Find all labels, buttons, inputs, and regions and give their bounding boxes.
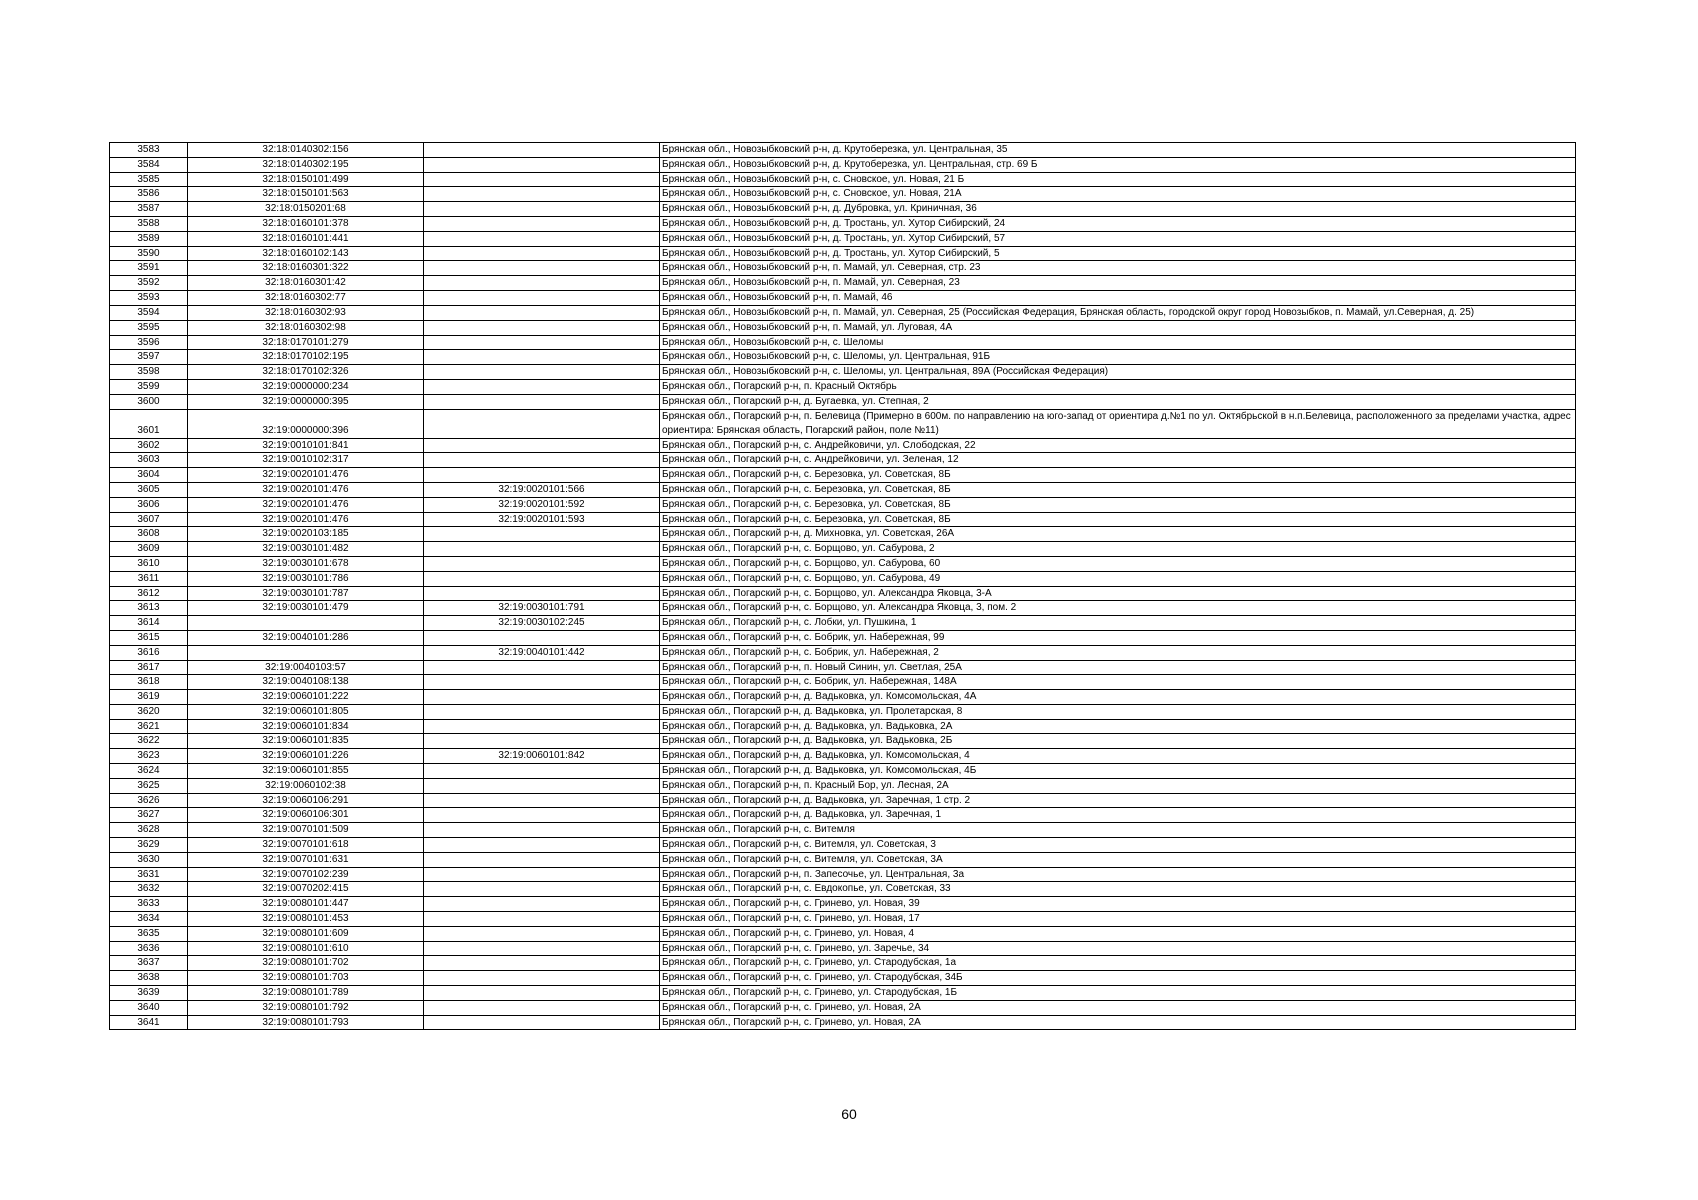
row-number-cell: 3593 bbox=[110, 290, 188, 305]
row-number-cell: 3584 bbox=[110, 157, 188, 172]
cadastral-number-cell: 32:19:0030101:787 bbox=[188, 586, 424, 601]
address-cell: Брянская обл., Погарский р-н, с. Гринево, ул. Новая, 4 bbox=[660, 926, 1576, 941]
address-cell: Брянская обл., Погарский р-н, д. Вадьковка, ул. Комсомольская, 4 bbox=[660, 749, 1576, 764]
table-row bbox=[110, 660, 1576, 675]
address-cell: Брянская обл., Погарский р-н, д. Вадьковка, ул. Комсомольская, 4А bbox=[660, 690, 1576, 705]
related-cadastral-number-cell bbox=[424, 764, 660, 779]
cadastral-number-cell: 32:19:0070101:631 bbox=[188, 852, 424, 867]
row-number-cell: 3590 bbox=[110, 246, 188, 261]
table-row bbox=[110, 453, 1576, 468]
cadastral-number-cell: 32:18:0140302:156 bbox=[188, 143, 424, 158]
address-cell: Брянская обл., Погарский р-н, д. Вадьковка, ул. Пролетарская, 8 bbox=[660, 704, 1576, 719]
table-row bbox=[110, 335, 1576, 350]
table-row bbox=[110, 1015, 1576, 1030]
cadastral-number-cell: 32:19:0060101:222 bbox=[188, 690, 424, 705]
address-cell: Брянская обл., Погарский р-н, с. Бобрик, ул. Набережная, 148А bbox=[660, 675, 1576, 690]
related-cadastral-number-cell bbox=[424, 231, 660, 246]
table-row bbox=[110, 202, 1576, 217]
row-number-cell: 3607 bbox=[110, 512, 188, 527]
row-number-cell: 3598 bbox=[110, 365, 188, 380]
row-number-cell: 3589 bbox=[110, 231, 188, 246]
row-number-cell: 3595 bbox=[110, 320, 188, 335]
related-cadastral-number-cell bbox=[424, 1015, 660, 1030]
table-row bbox=[110, 986, 1576, 1001]
address-cell: Брянская обл., Погарский р-н, с. Борщово, ул. Александра Яковца, 3-А bbox=[660, 586, 1576, 601]
cadastral-number-cell: 32:18:0150201:68 bbox=[188, 202, 424, 217]
cadastral-number-cell: 32:19:0070202:415 bbox=[188, 882, 424, 897]
table-row bbox=[110, 601, 1576, 616]
cadastral-number-cell: 32:19:0040103:57 bbox=[188, 660, 424, 675]
address-cell: Брянская обл., Погарский р-н, п. Новый Синин, ул. Светлая, 25А bbox=[660, 660, 1576, 675]
row-number-cell: 3627 bbox=[110, 808, 188, 823]
related-cadastral-number-cell bbox=[424, 882, 660, 897]
cadastral-number-cell: 32:18:0170102:326 bbox=[188, 365, 424, 380]
address-cell: Брянская обл., Погарский р-н, с. Гринево, ул. Заречье, 34 bbox=[660, 941, 1576, 956]
cadastral-number-cell: 32:19:0020101:476 bbox=[188, 468, 424, 483]
table-row bbox=[110, 764, 1576, 779]
address-cell: Брянская обл., Новозыбковский р-н, с. Сновское, ул. Новая, 21 Б bbox=[660, 172, 1576, 187]
related-cadastral-number-cell bbox=[424, 971, 660, 986]
table-row bbox=[110, 778, 1576, 793]
table-row bbox=[110, 497, 1576, 512]
cadastral-number-cell: 32:19:0060102:38 bbox=[188, 778, 424, 793]
related-cadastral-number-cell bbox=[424, 157, 660, 172]
address-cell: Брянская обл., Новозыбковский р-н, д. Крутоберезка, ул. Центральная, 35 bbox=[660, 143, 1576, 158]
row-number-cell: 3632 bbox=[110, 882, 188, 897]
address-cell: Брянская обл., Новозыбковский р-н, с. Шеломы bbox=[660, 335, 1576, 350]
row-number-cell: 3592 bbox=[110, 276, 188, 291]
related-cadastral-number-cell bbox=[424, 453, 660, 468]
cadastral-number-cell: 32:18:0160302:98 bbox=[188, 320, 424, 335]
cadastral-number-cell: 32:18:0160301:42 bbox=[188, 276, 424, 291]
related-cadastral-number-cell bbox=[424, 216, 660, 231]
cadastral-number-cell: 32:19:0060101:835 bbox=[188, 734, 424, 749]
address-cell: Брянская обл., Новозыбковский р-н, д. Тростань, ул. Хутор Сибирский, 57 bbox=[660, 231, 1576, 246]
table-row bbox=[110, 675, 1576, 690]
address-cell: Брянская обл., Погарский р-н, д. Вадьковка, ул. Вадьковка, 2Б bbox=[660, 734, 1576, 749]
row-number-cell: 3608 bbox=[110, 527, 188, 542]
related-cadastral-number-cell bbox=[424, 897, 660, 912]
table-row bbox=[110, 616, 1576, 631]
address-cell: Брянская обл., Погарский р-н, с. Борщово, ул. Сабурова, 49 bbox=[660, 571, 1576, 586]
table-row bbox=[110, 231, 1576, 246]
row-number-cell: 3609 bbox=[110, 542, 188, 557]
table-row bbox=[110, 276, 1576, 291]
address-cell: Брянская обл., Погарский р-н, с. Борщово, ул. Сабурова, 60 bbox=[660, 556, 1576, 571]
related-cadastral-number-cell bbox=[424, 690, 660, 705]
address-cell: Брянская обл., Погарский р-н, с. Березовка, ул. Советская, 8Б bbox=[660, 468, 1576, 483]
row-number-cell: 3622 bbox=[110, 734, 188, 749]
related-cadastral-number-cell bbox=[424, 379, 660, 394]
address-cell: Брянская обл., Новозыбковский р-н, п. Мамай, ул. Северная, 25 (Российская Федерация, Брянская область, городской округ город Новозыбков, п. Мамай, ул.Северная, д. 25) bbox=[660, 305, 1576, 320]
table-row bbox=[110, 216, 1576, 231]
table-row bbox=[110, 305, 1576, 320]
address-cell: Брянская обл., Новозыбковский р-н, с. Шеломы, ул. Центральная, 89А (Российская Федерация) bbox=[660, 365, 1576, 380]
row-number-cell: 3606 bbox=[110, 497, 188, 512]
address-cell: Брянская обл., Погарский р-н, с. Бобрик, ул. Набережная, 2 bbox=[660, 645, 1576, 660]
row-number-cell: 3586 bbox=[110, 187, 188, 202]
address-cell: Брянская обл., Погарский р-н, с. Гринево, ул. Стародубская, 34Б bbox=[660, 971, 1576, 986]
table-row bbox=[110, 365, 1576, 380]
related-cadastral-number-cell bbox=[424, 675, 660, 690]
row-number-cell: 3639 bbox=[110, 986, 188, 1001]
table-row bbox=[110, 971, 1576, 986]
address-cell: Брянская обл., Погарский р-н, д. Вадьковка, ул. Заречная, 1 bbox=[660, 808, 1576, 823]
table-row bbox=[110, 926, 1576, 941]
related-cadastral-number-cell: 32:19:0020101:566 bbox=[424, 482, 660, 497]
related-cadastral-number-cell bbox=[424, 926, 660, 941]
cadastral-number-cell: 32:18:0160101:378 bbox=[188, 216, 424, 231]
address-cell: Брянская обл., Новозыбковский р-н, с. Сновское, ул. Новая, 21А bbox=[660, 187, 1576, 202]
table-row bbox=[110, 734, 1576, 749]
table-row bbox=[110, 912, 1576, 927]
address-cell: Брянская обл., Погарский р-н, с. Березовка, ул. Советская, 8Б bbox=[660, 482, 1576, 497]
row-number-cell: 3612 bbox=[110, 586, 188, 601]
address-cell: Брянская обл., Погарский р-н, с. Борщово, ул. Александра Яковца, 3, пом. 2 bbox=[660, 601, 1576, 616]
address-cell: Брянская обл., Погарский р-н, д. Вадьковка, ул. Вадьковка, 2А bbox=[660, 719, 1576, 734]
cadastral-number-cell: 32:19:0080101:793 bbox=[188, 1015, 424, 1030]
property-table bbox=[109, 142, 1576, 1030]
cadastral-number-cell: 32:18:0170101:279 bbox=[188, 335, 424, 350]
related-cadastral-number-cell bbox=[424, 956, 660, 971]
related-cadastral-number-cell bbox=[424, 246, 660, 261]
address-cell: Брянская обл., Погарский р-н, с. Гринево, ул. Новая, 2А bbox=[660, 1000, 1576, 1015]
row-number-cell: 3605 bbox=[110, 482, 188, 497]
table-row bbox=[110, 645, 1576, 660]
row-number-cell: 3614 bbox=[110, 616, 188, 631]
row-number-cell: 3623 bbox=[110, 749, 188, 764]
address-cell: Брянская обл., Погарский р-н, п. Красный Октябрь bbox=[660, 379, 1576, 394]
row-number-cell: 3610 bbox=[110, 556, 188, 571]
table-row bbox=[110, 246, 1576, 261]
related-cadastral-number-cell bbox=[424, 335, 660, 350]
row-number-cell: 3616 bbox=[110, 645, 188, 660]
row-number-cell: 3628 bbox=[110, 823, 188, 838]
cadastral-number-cell: 32:18:0150101:499 bbox=[188, 172, 424, 187]
cadastral-number-cell: 32:19:0070101:509 bbox=[188, 823, 424, 838]
cadastral-number-cell: 32:19:0080101:610 bbox=[188, 941, 424, 956]
cadastral-number-cell bbox=[188, 645, 424, 660]
cadastral-number-cell: 32:19:0000000:234 bbox=[188, 379, 424, 394]
cadastral-number-cell: 32:19:0000000:396 bbox=[188, 409, 424, 438]
related-cadastral-number-cell bbox=[424, 350, 660, 365]
table-row bbox=[110, 320, 1576, 335]
cadastral-number-cell: 32:19:0080101:792 bbox=[188, 1000, 424, 1015]
related-cadastral-number-cell bbox=[424, 172, 660, 187]
table-row bbox=[110, 838, 1576, 853]
related-cadastral-number-cell bbox=[424, 986, 660, 1001]
related-cadastral-number-cell bbox=[424, 1000, 660, 1015]
cadastral-number-cell: 32:19:0010101:841 bbox=[188, 438, 424, 453]
related-cadastral-number-cell bbox=[424, 704, 660, 719]
cadastral-number-cell: 32:19:0030101:678 bbox=[188, 556, 424, 571]
address-cell: Брянская обл., Погарский р-н, с. Витемля bbox=[660, 823, 1576, 838]
related-cadastral-number-cell bbox=[424, 468, 660, 483]
cadastral-number-cell: 32:19:0080101:447 bbox=[188, 897, 424, 912]
table-row bbox=[110, 290, 1576, 305]
table-row bbox=[110, 409, 1576, 438]
row-number-cell: 3594 bbox=[110, 305, 188, 320]
row-number-cell: 3587 bbox=[110, 202, 188, 217]
cadastral-number-cell: 32:19:0080101:789 bbox=[188, 986, 424, 1001]
cadastral-number-cell: 32:19:0040108:138 bbox=[188, 675, 424, 690]
address-cell: Брянская обл., Погарский р-н, д. Вадьковка, ул. Заречная, 1 стр. 2 bbox=[660, 793, 1576, 808]
table-row bbox=[110, 749, 1576, 764]
row-number-cell: 3601 bbox=[110, 409, 188, 438]
related-cadastral-number-cell bbox=[424, 365, 660, 380]
cadastral-number-cell: 32:19:0060106:291 bbox=[188, 793, 424, 808]
cadastral-number-cell: 32:18:0160302:77 bbox=[188, 290, 424, 305]
cadastral-number-cell: 32:19:0020101:476 bbox=[188, 482, 424, 497]
related-cadastral-number-cell bbox=[424, 586, 660, 601]
table-row bbox=[110, 719, 1576, 734]
related-cadastral-number-cell bbox=[424, 143, 660, 158]
row-number-cell: 3621 bbox=[110, 719, 188, 734]
address-cell: Брянская обл., Погарский р-н, п. Красный Бор, ул. Лесная, 2А bbox=[660, 778, 1576, 793]
table-row bbox=[110, 956, 1576, 971]
cadastral-number-cell: 32:19:0030101:786 bbox=[188, 571, 424, 586]
related-cadastral-number-cell bbox=[424, 438, 660, 453]
cadastral-number-cell: 32:19:0000000:395 bbox=[188, 394, 424, 409]
cadastral-number-cell: 32:18:0160302:93 bbox=[188, 305, 424, 320]
cadastral-number-cell: 32:19:0060101:226 bbox=[188, 749, 424, 764]
row-number-cell: 3626 bbox=[110, 793, 188, 808]
page-number: 60 bbox=[841, 1106, 857, 1122]
address-cell: Брянская обл., Погарский р-н, с. Гринево, ул. Новая, 17 bbox=[660, 912, 1576, 927]
related-cadastral-number-cell bbox=[424, 941, 660, 956]
address-cell: Брянская обл., Погарский р-н, с. Лобки, ул. Пушкина, 1 bbox=[660, 616, 1576, 631]
address-cell: Брянская обл., Погарский р-н, с. Евдокопье, ул. Советская, 33 bbox=[660, 882, 1576, 897]
cadastral-number-cell: 32:19:0030101:482 bbox=[188, 542, 424, 557]
cadastral-number-cell: 32:19:0020101:476 bbox=[188, 497, 424, 512]
address-cell: Брянская обл., Погарский р-н, с. Андрейковичи, ул. Зеленая, 12 bbox=[660, 453, 1576, 468]
row-number-cell: 3637 bbox=[110, 956, 188, 971]
row-number-cell: 3640 bbox=[110, 1000, 188, 1015]
address-cell: Брянская обл., Погарский р-н, с. Гринево, ул. Новая, 2А bbox=[660, 1015, 1576, 1030]
table-row bbox=[110, 468, 1576, 483]
related-cadastral-number-cell bbox=[424, 320, 660, 335]
cadastral-number-cell: 32:19:0010102:317 bbox=[188, 453, 424, 468]
cadastral-number-cell: 32:19:0060101:855 bbox=[188, 764, 424, 779]
address-cell: Брянская обл., Новозыбковский р-н, п. Мамай, ул. Северная, стр. 23 bbox=[660, 261, 1576, 276]
address-cell: Брянская обл., Новозыбковский р-н, д. Тростань, ул. Хутор Сибирский, 24 bbox=[660, 216, 1576, 231]
address-cell: Брянская обл., Погарский р-н, п. Белевица (Примерно в 600м. по направлению на юго-запад от ориентира д.№1 по ул. Октябрьской в н.п.Белевица, расположенного за пределами участка, адрес ориентира: Брянская область, Погарский район, поле №11) bbox=[660, 409, 1576, 438]
cadastral-number-cell: 32:18:0170102:195 bbox=[188, 350, 424, 365]
address-cell: Брянская обл., Новозыбковский р-н, п. Мамай, ул. Луговая, 4А bbox=[660, 320, 1576, 335]
address-cell: Брянская обл., Погарский р-н, с. Гринево, ул. Стародубская, 1Б bbox=[660, 986, 1576, 1001]
row-number-cell: 3613 bbox=[110, 601, 188, 616]
table-row bbox=[110, 261, 1576, 276]
row-number-cell: 3583 bbox=[110, 143, 188, 158]
related-cadastral-number-cell bbox=[424, 261, 660, 276]
row-number-cell: 3588 bbox=[110, 216, 188, 231]
related-cadastral-number-cell bbox=[424, 409, 660, 438]
row-number-cell: 3615 bbox=[110, 630, 188, 645]
row-number-cell: 3617 bbox=[110, 660, 188, 675]
related-cadastral-number-cell bbox=[424, 778, 660, 793]
table-row bbox=[110, 379, 1576, 394]
related-cadastral-number-cell bbox=[424, 202, 660, 217]
table-row bbox=[110, 852, 1576, 867]
cadastral-number-cell: 32:19:0080101:703 bbox=[188, 971, 424, 986]
table-row bbox=[110, 941, 1576, 956]
table-row bbox=[110, 187, 1576, 202]
cadastral-number-cell bbox=[188, 616, 424, 631]
related-cadastral-number-cell bbox=[424, 556, 660, 571]
cadastral-number-cell: 32:19:0030101:479 bbox=[188, 601, 424, 616]
related-cadastral-number-cell: 32:19:0030102:245 bbox=[424, 616, 660, 631]
row-number-cell: 3585 bbox=[110, 172, 188, 187]
address-cell: Брянская обл., Новозыбковский р-н, с. Шеломы, ул. Центральная, 91Б bbox=[660, 350, 1576, 365]
row-number-cell: 3638 bbox=[110, 971, 188, 986]
table-row bbox=[110, 571, 1576, 586]
row-number-cell: 3629 bbox=[110, 838, 188, 853]
address-cell: Брянская обл., Погарский р-н, д. Бугаевка, ул. Степная, 2 bbox=[660, 394, 1576, 409]
table-row bbox=[110, 350, 1576, 365]
row-number-cell: 3599 bbox=[110, 379, 188, 394]
table-row bbox=[110, 704, 1576, 719]
cadastral-number-cell: 32:19:0060106:301 bbox=[188, 808, 424, 823]
cadastral-number-cell: 32:19:0060101:834 bbox=[188, 719, 424, 734]
cadastral-number-cell: 32:19:0080101:702 bbox=[188, 956, 424, 971]
related-cadastral-number-cell bbox=[424, 867, 660, 882]
related-cadastral-number-cell bbox=[424, 571, 660, 586]
table-row bbox=[110, 542, 1576, 557]
table-row bbox=[110, 1000, 1576, 1015]
row-number-cell: 3620 bbox=[110, 704, 188, 719]
table-body bbox=[110, 143, 1576, 1030]
table-row bbox=[110, 512, 1576, 527]
address-cell: Брянская обл., Погарский р-н, с. Березовка, ул. Советская, 8Б bbox=[660, 512, 1576, 527]
table-row bbox=[110, 143, 1576, 158]
row-number-cell: 3636 bbox=[110, 941, 188, 956]
row-number-cell: 3600 bbox=[110, 394, 188, 409]
cadastral-number-cell: 32:19:0060101:805 bbox=[188, 704, 424, 719]
related-cadastral-number-cell bbox=[424, 793, 660, 808]
table-row bbox=[110, 482, 1576, 497]
row-number-cell: 3635 bbox=[110, 926, 188, 941]
row-number-cell: 3631 bbox=[110, 867, 188, 882]
table-row bbox=[110, 882, 1576, 897]
address-cell: Брянская обл., Новозыбковский р-н, п. Мамай, 46 bbox=[660, 290, 1576, 305]
row-number-cell: 3630 bbox=[110, 852, 188, 867]
row-number-cell: 3618 bbox=[110, 675, 188, 690]
row-number-cell: 3597 bbox=[110, 350, 188, 365]
row-number-cell: 3611 bbox=[110, 571, 188, 586]
related-cadastral-number-cell bbox=[424, 912, 660, 927]
cadastral-number-cell: 32:18:0150101:563 bbox=[188, 187, 424, 202]
address-cell: Брянская обл., Погарский р-н, д. Михновка, ул. Советская, 26А bbox=[660, 527, 1576, 542]
address-cell: Брянская обл., Погарский р-н, с. Витемля, ул. Советская, 3 bbox=[660, 838, 1576, 853]
related-cadastral-number-cell: 32:19:0020101:592 bbox=[424, 497, 660, 512]
table-row bbox=[110, 897, 1576, 912]
table-row bbox=[110, 394, 1576, 409]
related-cadastral-number-cell bbox=[424, 187, 660, 202]
cadastral-number-cell: 32:19:0020103:185 bbox=[188, 527, 424, 542]
related-cadastral-number-cell bbox=[424, 808, 660, 823]
row-number-cell: 3624 bbox=[110, 764, 188, 779]
address-cell: Брянская обл., Погарский р-н, с. Березовка, ул. Советская, 8Б bbox=[660, 497, 1576, 512]
related-cadastral-number-cell bbox=[424, 542, 660, 557]
address-cell: Брянская обл., Погарский р-н, с. Гринево, ул. Новая, 39 bbox=[660, 897, 1576, 912]
cadastral-number-cell: 32:19:0020101:476 bbox=[188, 512, 424, 527]
cadastral-number-cell: 32:18:0160101:441 bbox=[188, 231, 424, 246]
table-row bbox=[110, 172, 1576, 187]
address-cell: Брянская обл., Погарский р-н, с. Борщово, ул. Сабурова, 2 bbox=[660, 542, 1576, 557]
related-cadastral-number-cell bbox=[424, 719, 660, 734]
address-cell: Брянская обл., Погарский р-н, д. Вадьковка, ул. Комсомольская, 4Б bbox=[660, 764, 1576, 779]
row-number-cell: 3602 bbox=[110, 438, 188, 453]
cadastral-number-cell: 32:18:0160301:322 bbox=[188, 261, 424, 276]
cadastral-number-cell: 32:19:0070102:239 bbox=[188, 867, 424, 882]
table-row bbox=[110, 808, 1576, 823]
related-cadastral-number-cell: 32:19:0030101:791 bbox=[424, 601, 660, 616]
row-number-cell: 3596 bbox=[110, 335, 188, 350]
table-row bbox=[110, 630, 1576, 645]
row-number-cell: 3603 bbox=[110, 453, 188, 468]
cadastral-number-cell: 32:19:0080101:609 bbox=[188, 926, 424, 941]
related-cadastral-number-cell bbox=[424, 838, 660, 853]
cadastral-number-cell: 32:19:0070101:618 bbox=[188, 838, 424, 853]
row-number-cell: 3604 bbox=[110, 468, 188, 483]
address-cell: Брянская обл., Погарский р-н, с. Витемля, ул. Советская, 3А bbox=[660, 852, 1576, 867]
related-cadastral-number-cell bbox=[424, 630, 660, 645]
related-cadastral-number-cell: 32:19:0020101:593 bbox=[424, 512, 660, 527]
cadastral-number-cell: 32:18:0160102:143 bbox=[188, 246, 424, 261]
table-row bbox=[110, 586, 1576, 601]
row-number-cell: 3633 bbox=[110, 897, 188, 912]
related-cadastral-number-cell bbox=[424, 734, 660, 749]
row-number-cell: 3634 bbox=[110, 912, 188, 927]
related-cadastral-number-cell bbox=[424, 276, 660, 291]
address-cell: Брянская обл., Погарский р-н, п. Запесочье, ул. Центральная, 3а bbox=[660, 867, 1576, 882]
related-cadastral-number-cell bbox=[424, 527, 660, 542]
related-cadastral-number-cell bbox=[424, 290, 660, 305]
row-number-cell: 3625 bbox=[110, 778, 188, 793]
related-cadastral-number-cell: 32:19:0060101:842 bbox=[424, 749, 660, 764]
related-cadastral-number-cell bbox=[424, 305, 660, 320]
table-row bbox=[110, 527, 1576, 542]
address-cell: Брянская обл., Погарский р-н, с. Андрейковичи, ул. Слободская, 22 bbox=[660, 438, 1576, 453]
address-cell: Брянская обл., Новозыбковский р-н, д. Тростань, ул. Хутор Сибирский, 5 bbox=[660, 246, 1576, 261]
row-number-cell: 3591 bbox=[110, 261, 188, 276]
table-row bbox=[110, 793, 1576, 808]
related-cadastral-number-cell bbox=[424, 394, 660, 409]
row-number-cell: 3619 bbox=[110, 690, 188, 705]
table-row bbox=[110, 823, 1576, 838]
related-cadastral-number-cell: 32:19:0040101:442 bbox=[424, 645, 660, 660]
cadastral-number-cell: 32:19:0080101:453 bbox=[188, 912, 424, 927]
address-cell: Брянская обл., Погарский р-н, с. Гринево, ул. Стародубская, 1а bbox=[660, 956, 1576, 971]
address-cell: Брянская обл., Погарский р-н, с. Бобрик, ул. Набережная, 99 bbox=[660, 630, 1576, 645]
table-row bbox=[110, 867, 1576, 882]
table-row bbox=[110, 690, 1576, 705]
cadastral-number-cell: 32:18:0140302:195 bbox=[188, 157, 424, 172]
table-row bbox=[110, 157, 1576, 172]
related-cadastral-number-cell bbox=[424, 823, 660, 838]
address-cell: Брянская обл., Новозыбковский р-н, д. Дубровка, ул. Криничная, 36 bbox=[660, 202, 1576, 217]
address-cell: Брянская обл., Новозыбковский р-н, п. Мамай, ул. Северная, 23 bbox=[660, 276, 1576, 291]
table-row bbox=[110, 438, 1576, 453]
cadastral-number-cell: 32:19:0040101:286 bbox=[188, 630, 424, 645]
related-cadastral-number-cell bbox=[424, 852, 660, 867]
table-row bbox=[110, 556, 1576, 571]
related-cadastral-number-cell bbox=[424, 660, 660, 675]
row-number-cell: 3641 bbox=[110, 1015, 188, 1030]
address-cell: Брянская обл., Новозыбковский р-н, д. Крутоберезка, ул. Центральная, стр. 69 Б bbox=[660, 157, 1576, 172]
